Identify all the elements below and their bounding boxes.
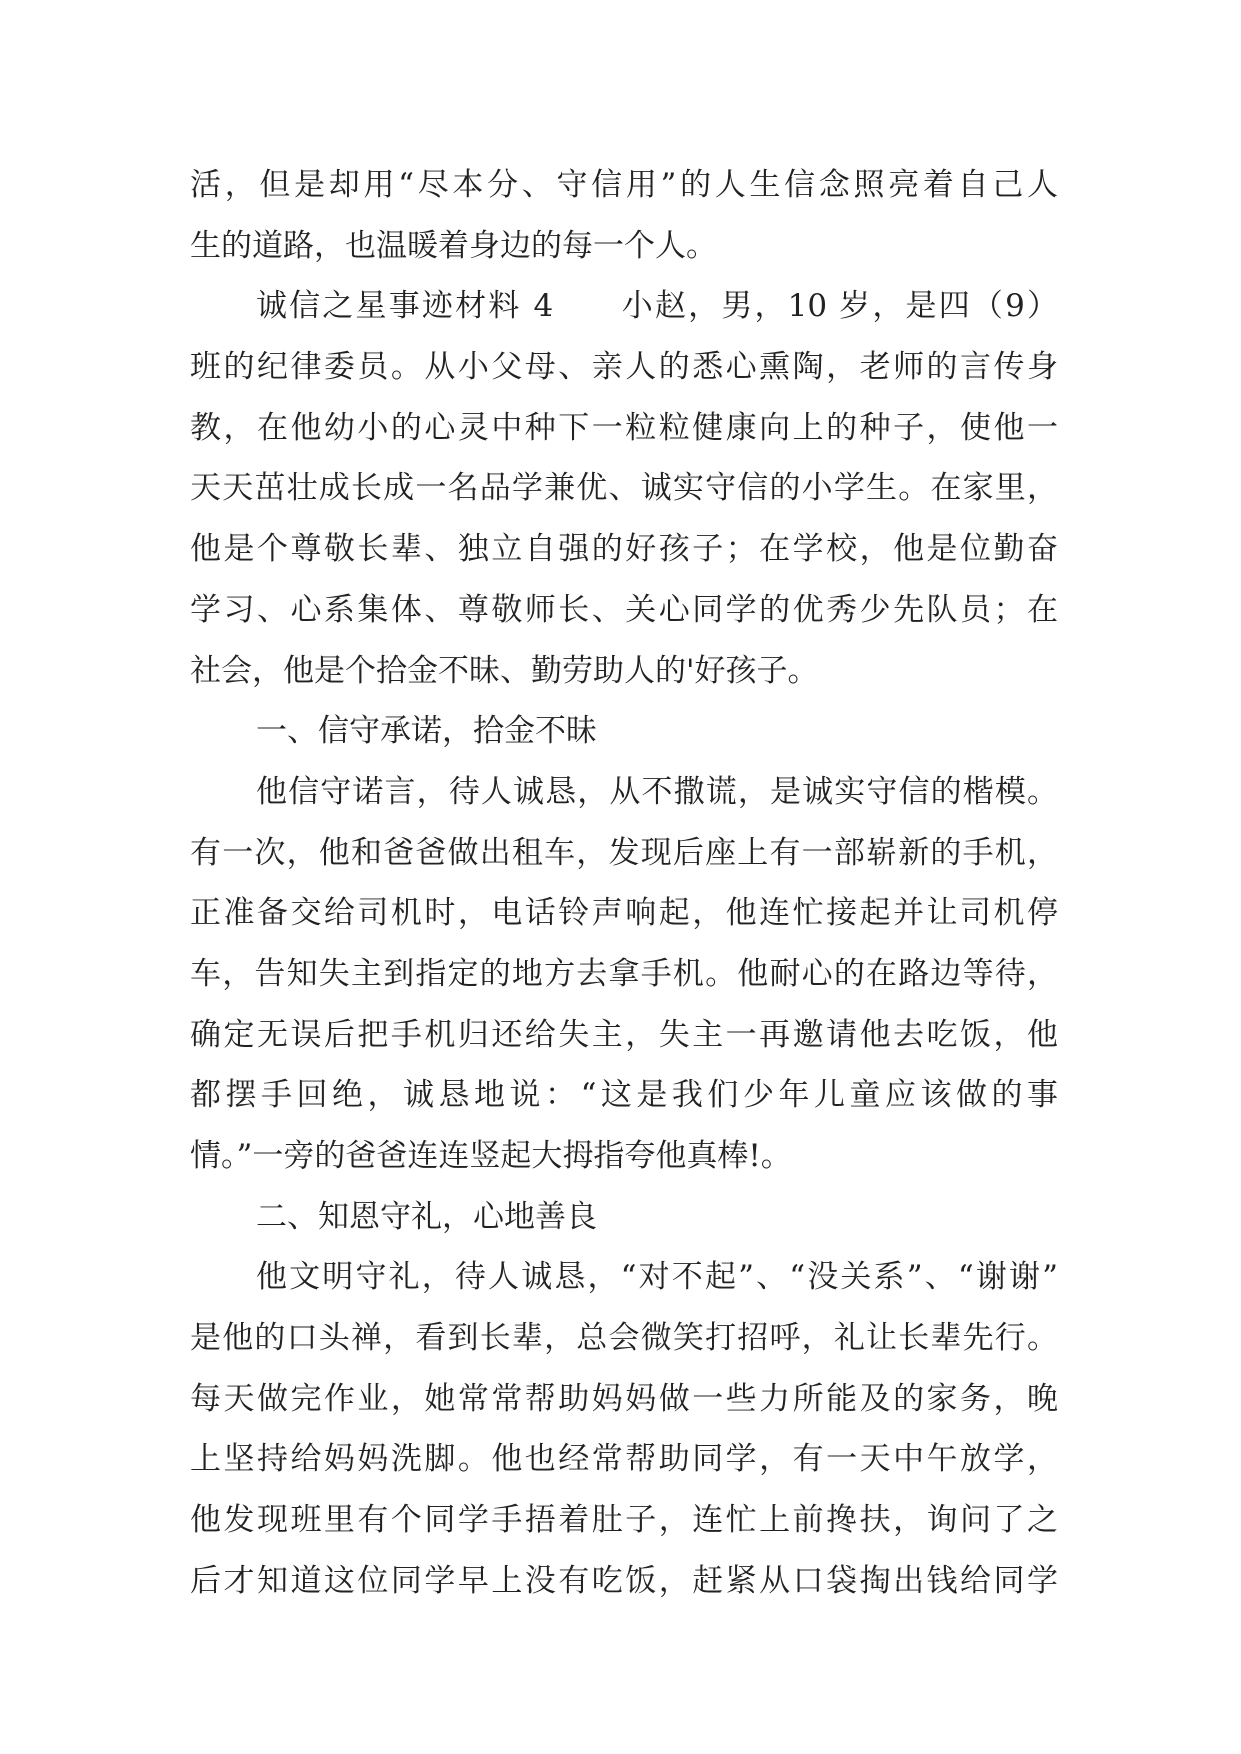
text-line: 都摆手回绝，诚恳地说：“这是我们少年儿童应该做的事 <box>190 1077 1058 1114</box>
text-line: 天天茁壮成长成一名品学兼优、诚实守信的小学生。在家里， <box>190 470 1058 507</box>
text-line: 社会，他是个拾金不昧、勤劳助人的'好孩子。 <box>190 652 819 689</box>
text-line: 上坚持给妈妈洗脚。他也经常帮助同学，有一天中午放学， <box>190 1441 1058 1478</box>
section-heading: 一、信守承诺，拾金不昧 <box>256 713 597 750</box>
text-line: 学习、心系集体、尊敬师长、关心同学的优秀少先队员；在 <box>190 591 1058 628</box>
text-line: 有一次，他和爸爸做出租车，发现后座上有一部崭新的手机， <box>190 834 1058 871</box>
section-heading: 二、知恩守礼，心地善良 <box>256 1198 597 1235</box>
text-line: 他是个尊敬长辈、独立自强的好孩子；在学校，他是位勤奋 <box>190 531 1058 568</box>
paragraph-start-line: 他文明守礼，待人诚恳，“对不起”、“没关系”、“谢谢” <box>256 1259 1058 1296</box>
text-line: 每天做完作业，她常常帮助妈妈做一些力所能及的家务，晚 <box>190 1380 1058 1417</box>
text-line: 活，但是却用“尽本分、守信用”的人生信念照亮着自己人 <box>190 167 1058 203</box>
text-line: 他发现班里有个同学手捂着肚子，连忙上前搀扶，询问了之 <box>190 1502 1058 1539</box>
text-line: 正准备交给司机时，电话铃声响起，他连忙接起并让司机停 <box>190 895 1058 932</box>
text-line: 生的道路，也温暖着身边的每一个人。 <box>190 227 717 264</box>
paragraph-start-line: 他信守诺言，待人诚恳，从不撒谎，是诚实守信的楷模。 <box>256 773 1058 810</box>
text-line: 教，在他幼小的心灵中种下一粒粒健康向上的种子，使他一 <box>190 409 1058 446</box>
text-line: 确定无误后把手机归还给失主，失主一再邀请他去吃饭，他 <box>190 1016 1058 1053</box>
body-text <box>190 155 1058 1612</box>
paragraph-start-line: 诚信之星事迹材料 4 小赵，男，10 岁，是四（9） <box>256 288 1058 325</box>
text-line: 车，告知失主到指定的地方去拿手机。他耐心的在路边等待， <box>190 955 1058 992</box>
text-line: 是他的口头禅，看到长辈，总会微笑打招呼，礼让长辈先行。 <box>190 1320 1058 1357</box>
text-line: 情。”一旁的爸爸连连竖起大拇指夸他真棒!。 <box>190 1138 792 1174</box>
text-line: 后才知道这位同学早上没有吃饭，赶紧从口袋掏出钱给同学 <box>190 1562 1058 1599</box>
text-line: 班的纪律委员。从小父母、亲人的悉心熏陶，老师的言传身 <box>190 349 1058 386</box>
